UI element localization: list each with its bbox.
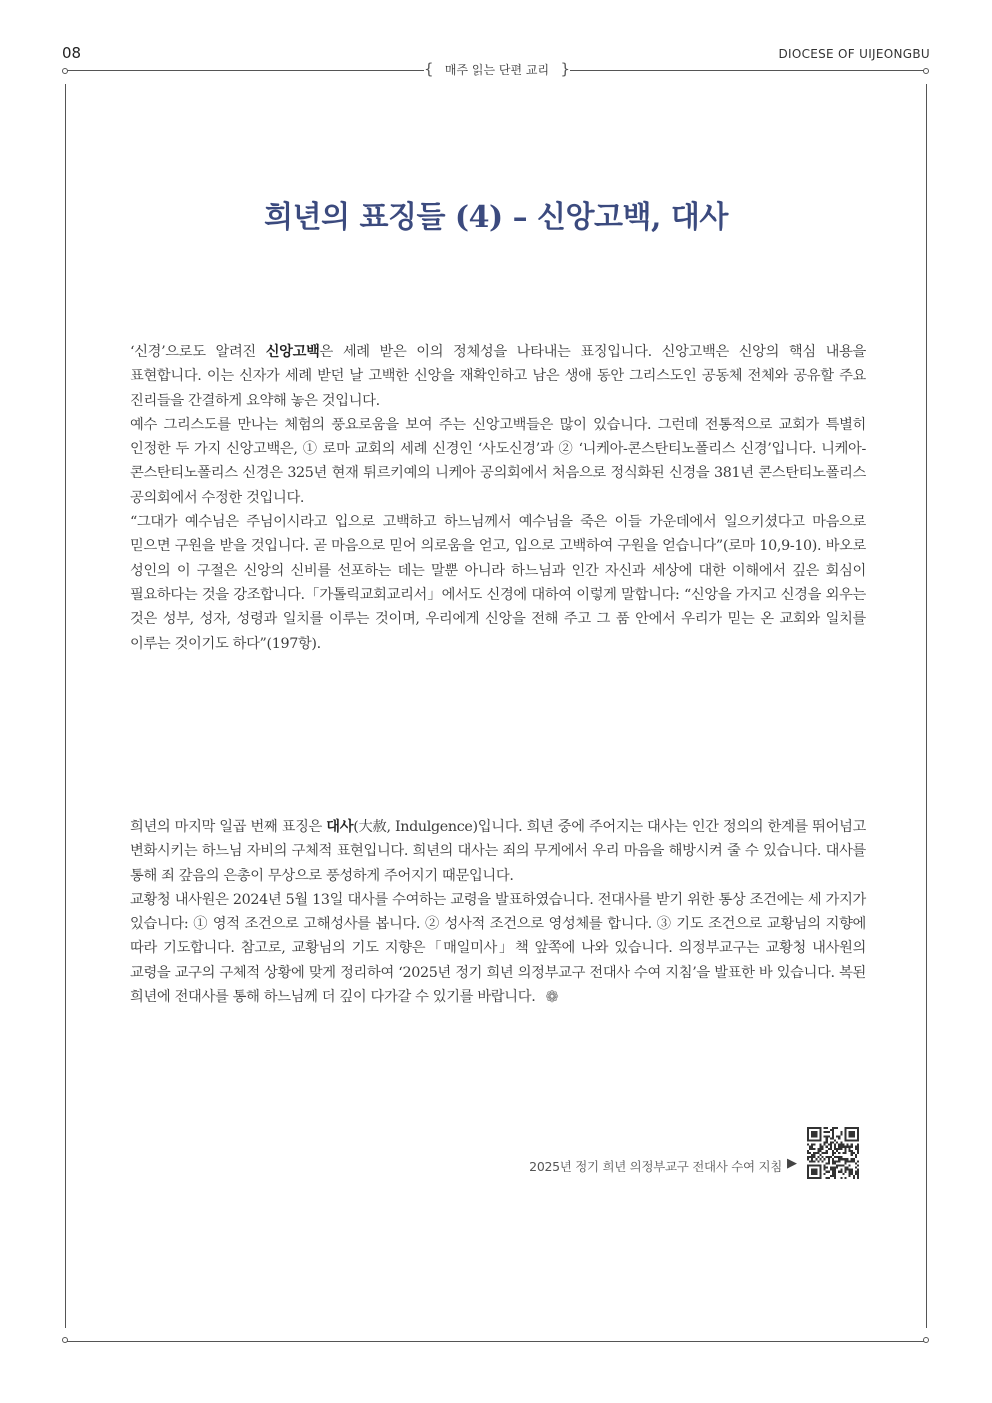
right-rule (926, 84, 927, 1328)
paragraph-4-lead: 희년의 마지막 일곱 번째 표징은 (130, 819, 327, 835)
corner-dot-top-right (923, 68, 929, 74)
qr-code-icon[interactable] (807, 1127, 859, 1179)
corner-dot-top-left (62, 68, 68, 74)
series-label-text: 매주 읽는 단편 교리 (444, 63, 550, 77)
paragraph-1-rest: 은 세례 받은 이의 정체성을 나타내는 표징입니다. 신앙고백은 신앙의 핵심 내용을 표현합니다. 이는 신자가 세례 받던 날 고백한 신앙을 재확인하고 남은 생애 동안 그리스도인 공동체 전체와 공유할 주요 진리들을 간결하게 요약해 놓은 것입니다. (130, 344, 867, 409)
series-label (424, 61, 570, 81)
paragraph-1 (130, 340, 866, 413)
paragraph-2: 예수 그리스도를 만나는 체험의 풍요로움을 보여 주는 신앙고백들은 많이 있습니다. 그런데 전통적으로 교회가 특별히 인정한 두 가지 신앙고백은, ① 로마 교회의 세례 신경인 ‘사도신경’과 ② ‘니케아-콘스탄티노폴리스 신경’입니다. 니케아-콘스탄티노폴리스 신경은 325년 현재 튀르키예의 니케아 공의회에서 처음으로 정식화된 신경을 381년 콘스탄티노폴리스 공의회에서 수정한 것입니다. (130, 416, 866, 506)
flower-ornament-icon: ❁ (545, 987, 559, 1007)
left-rule (65, 84, 66, 1328)
bottom-rule (66, 1341, 926, 1342)
paragraph-1-lead: ‘신경’으로도 알려진 (130, 344, 266, 360)
paragraph-5-text: 교황청 내사원은 2024년 5월 13일 대사를 수여하는 교령을 발표하였습니다. 전대사를 받기 위한 통상 조건에는 세 가지가 있습니다: ① 영적 조건으로 고해성사를 봅니다. ② 성사적 조건으로 영성체를 합니다. ③ 기도 조건으로 교황님의 지향에 따라 기도합니다. 참고로, 교황님의 기도 지향은「매일미사」책 앞쪽에 나와 있습니다. 의정부교구는 교황청 내사원의 교령을 교구의 구체적 상황에 맞게 정리하여 ‘2025년 정기 희년 의정부교구 전대사 수여 지침’을 발표한 바 있습니다. 복된 희년에 전대사를 통해 하느님께 더 깊이 다가갈 수 있기를 바랍니다. (130, 891, 866, 1006)
paragraph-4-rest: (大赦, Indulgence)입니다. 희년 중에 주어지는 대사는 인간 정의의 한계를 뛰어넘고 변화시키는 하느님 자비의 구체적 표현입니다. 희년의 대사는 죄의 무게에서 우리 마음을 해방시켜 줄 수 있습니다. 대사를 통해 죄 갚음의 은총이 무상으로 풍성하게 주어지기 때문입니다. (130, 819, 866, 884)
term-indulgence: 대사 (326, 819, 354, 835)
term-creed: 신앙고백 (265, 344, 320, 360)
org-name: DIOCESE OF UIJEONGBU (778, 47, 930, 61)
arrow-right-icon: ▶ (787, 1156, 797, 1171)
paragraph-5 (130, 888, 866, 1009)
series-bracket-right: } (560, 60, 570, 78)
series-bracket-left: { (424, 60, 434, 78)
corner-dot-bottom-left (62, 1337, 68, 1343)
paragraph-3: “그대가 예수님은 주님이시라고 입으로 고백하고 하느님께서 예수님을 죽은 이들 가운데에서 일으키셨다고 마음으로 믿으면 구원을 받을 것입니다. 곧 마음으로 믿어 의로움을 얻고, 입으로 고백하여 구원을 얻습니다”(로마 10,9-10). 바오로 성인의 이 구절은 신앙의 신비를 선포하는 데는 말뿐 아니라 하느님과 인간 자신과 세상에 대한 이해에서 깊은 회심이 필요하다는 것을 강조합니다.「가톨릭교회교리서」에서도 신경에 대하여 이렇게 말합니다: “신앙을 가지고 신경을 외우는 것은 성부, 성자, 성령과 일치를 이루는 것이며, 우리에게 신앙을 전해 주고 그 품 안에서 우리가 믿는 온 교회와 일치를 이루는 것이기도 하다”(197항). (130, 514, 866, 652)
page-number: 08 (62, 44, 82, 62)
corner-dot-bottom-right (923, 1337, 929, 1343)
article-section-2 (130, 815, 866, 1009)
qr-caption: 2025년 정기 희년 의정부교구 전대사 수여 지침 (529, 1159, 782, 1174)
article-section-1 (130, 340, 866, 656)
article-title: 희년의 표징들 (4) – 신앙고백, 대사 (264, 200, 728, 235)
paragraph-4 (130, 815, 866, 888)
